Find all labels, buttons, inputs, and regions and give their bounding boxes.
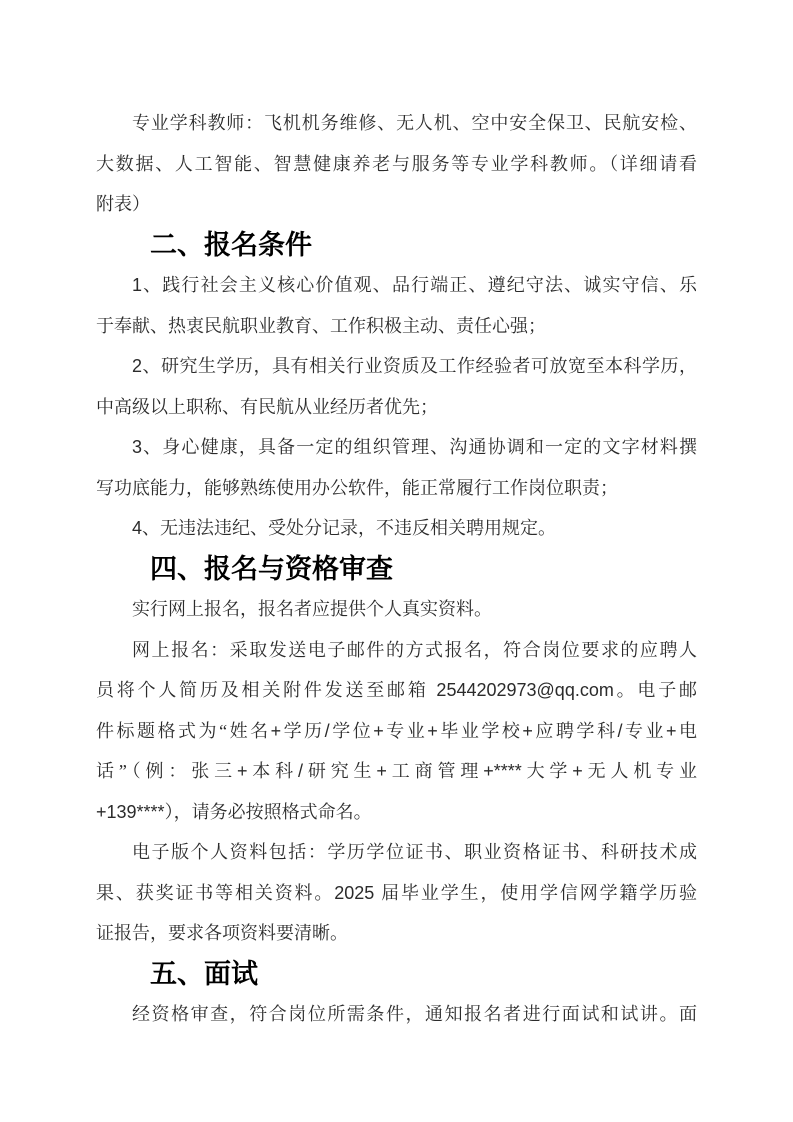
paragraph-line: 果、获奖证书等相关资料。2025 届毕业学生，使用学信网学籍学历验 [96, 882, 698, 903]
paragraph-line: +139****），请务必按照格式命名。 [96, 801, 372, 822]
paragraph-line: 网上报名：采取发送电子邮件的方式报名，符合岗位要求的应聘人 [132, 639, 697, 660]
paragraph-line: 经资格审查，符合岗位所需条件，通知报名者进行面试和试讲。面 [132, 1004, 697, 1024]
paragraph-line: 中高级以上职称、有民航从业经历者优先； [96, 396, 438, 417]
paragraph-line: 专业学科教师：飞机机务维修、无人机、空中安全保卫、民航安检、 [132, 113, 697, 133]
paragraph-line: 于奉献、热衷民航职业教育、工作积极主动、责任心强； [96, 315, 546, 336]
section-heading: 五、面试 [150, 958, 258, 989]
section-heading: 四、报名与资格审查 [150, 553, 393, 584]
paragraph-line: 件标题格式为“姓名+学历/学位+专业+毕业学校+应聘学科/专业+电 [96, 720, 698, 741]
paragraph-line: 4、无违法违纪、受处分记录，不违反相关聘用规定。 [132, 518, 557, 538]
section-interview [96, 954, 697, 1035]
section-application-requirements [96, 225, 697, 549]
paragraph-line: 写功底能力，能够熟练使用办公软件，能正常履行工作岗位职责； [96, 477, 618, 498]
paragraph-line: 实行网上报名，报名者应提供个人真实资料。 [132, 599, 492, 619]
section-heading: 二、报名条件 [150, 229, 312, 260]
paragraph-line: 附表） [96, 194, 150, 214]
paragraph-line: 大数据、人工智能、智慧健康养老与服务等专业学科教师。（详细请看 [96, 153, 697, 174]
paragraph-line: 3、身心健康，具备一定的组织管理、沟通协调和一定的文字材料撰 [132, 437, 697, 457]
section-registration-and-review [96, 549, 697, 954]
paragraph-line: 证报告，要求各项资料要清晰。 [96, 923, 348, 943]
paragraph-line: 1、践行社会主义核心价值观、品行端正、遵纪守法、诚实守信、乐 [132, 275, 697, 295]
paragraph-line: 电子版个人资料包括：学历学位证书、职业资格证书、科研技术成 [132, 842, 697, 862]
paragraph-line: 话”（例：张三+本科/研究生+工商管理+****大学+无人机专业 [96, 761, 698, 781]
paragraph-line-email: 员将个人简历及相关附件发送至邮箱 2544202973@qq.com。电子邮 [96, 680, 698, 700]
paragraph-line: 2、研究生学历，具有相关行业资质及工作经验者可放宽至本科学历， [132, 356, 697, 376]
section-teacher-positions [96, 103, 697, 225]
